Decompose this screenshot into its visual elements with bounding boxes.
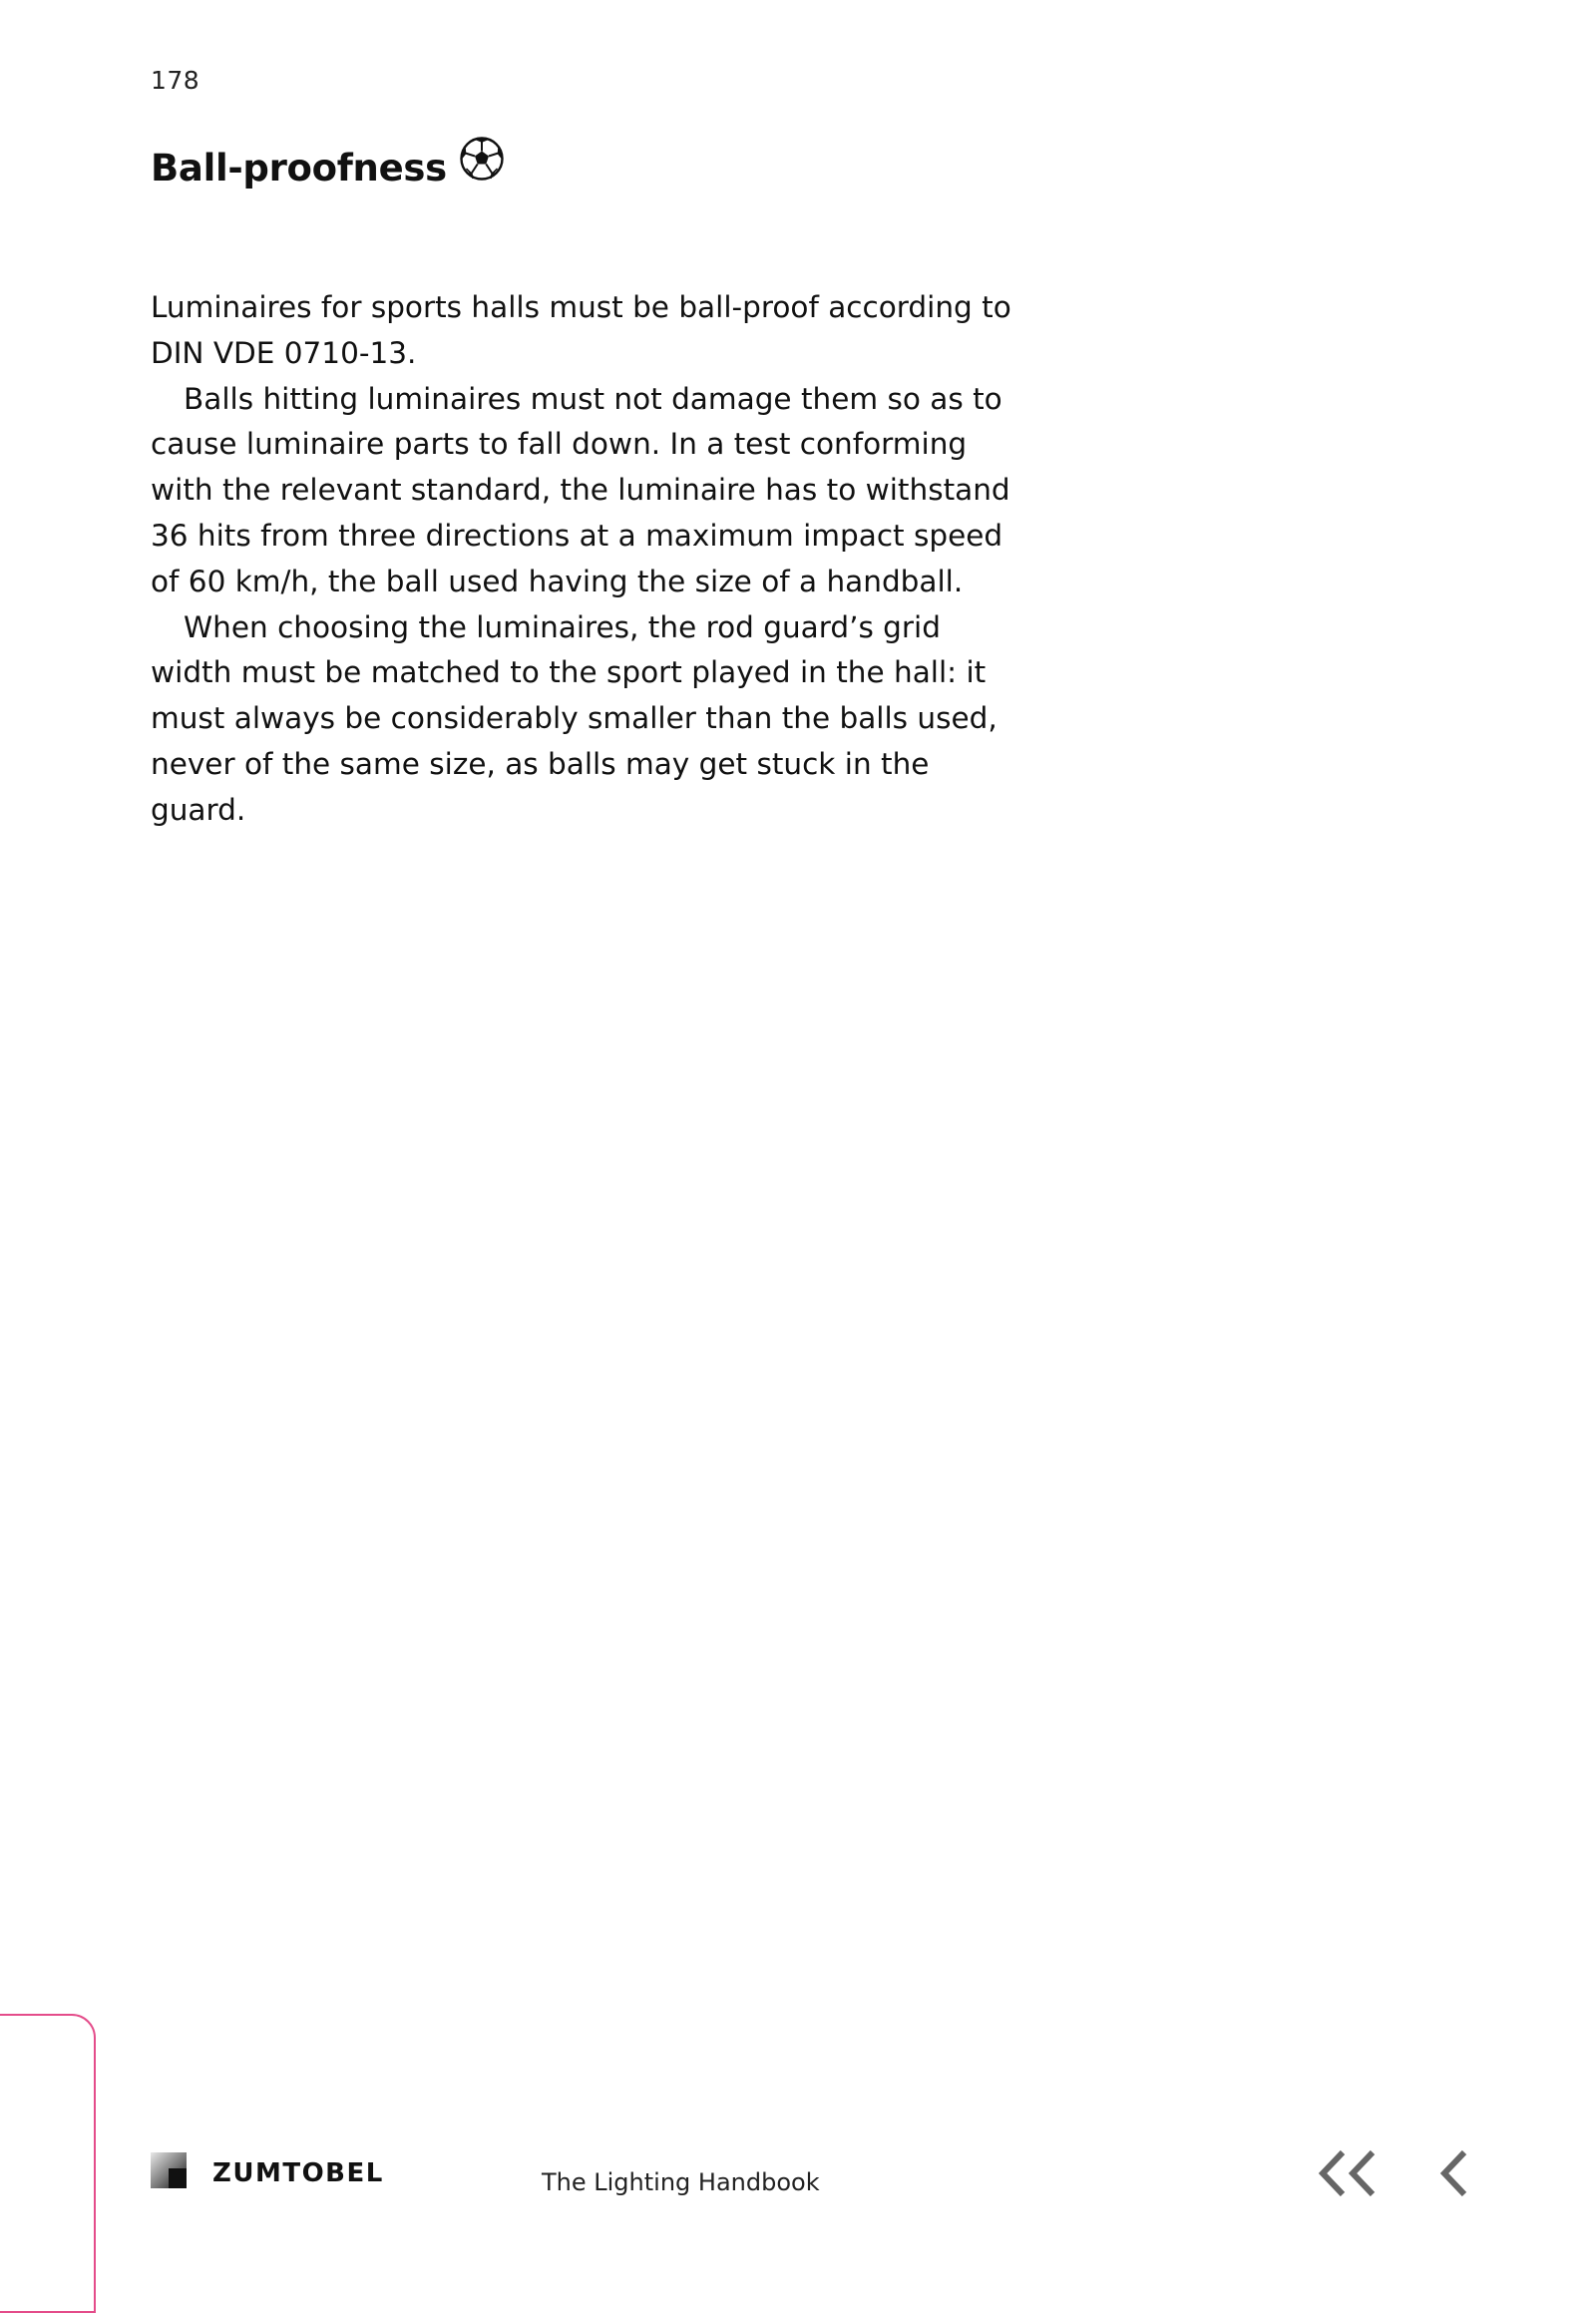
paragraph-2: Balls hitting luminaires must not damage them so as to cause luminaire parts to fall down. In a test conforming with the relevant standard, the luminaire has to withstand 36 hits from three directions at a maximum impact speed of 60 km/h, the ball used having the size of a handball. <box>151 381 1010 598</box>
footer-logo <box>151 2152 384 2188</box>
page-title: Ball-proofness <box>151 147 447 190</box>
book-title: The Lighting Handbook <box>542 2168 820 2196</box>
soccer-ball-icon <box>459 136 505 182</box>
paragraph-3: When choosing the luminaires, the rod guard’s grid width must be matched to the sport played in the hall: it must always be considerably smaller than the balls used, never of the same size, as balls may get stuck in the guard. <box>151 609 998 827</box>
body-text <box>151 285 1028 834</box>
brand-name: ZUMTOBEL <box>212 2158 384 2188</box>
title-row <box>151 136 505 190</box>
paragraph-1: Luminaires for sports halls must be ball-proof according to DIN VDE 0710-13. <box>151 290 1011 370</box>
zumtobel-logo-mark-icon <box>151 2152 187 2188</box>
double-chevron-left-icon[interactable] <box>1315 2148 1379 2198</box>
side-tab-marker <box>0 2014 96 2313</box>
chevron-left-icon[interactable] <box>1436 2148 1472 2198</box>
page-number: 178 <box>151 66 200 95</box>
